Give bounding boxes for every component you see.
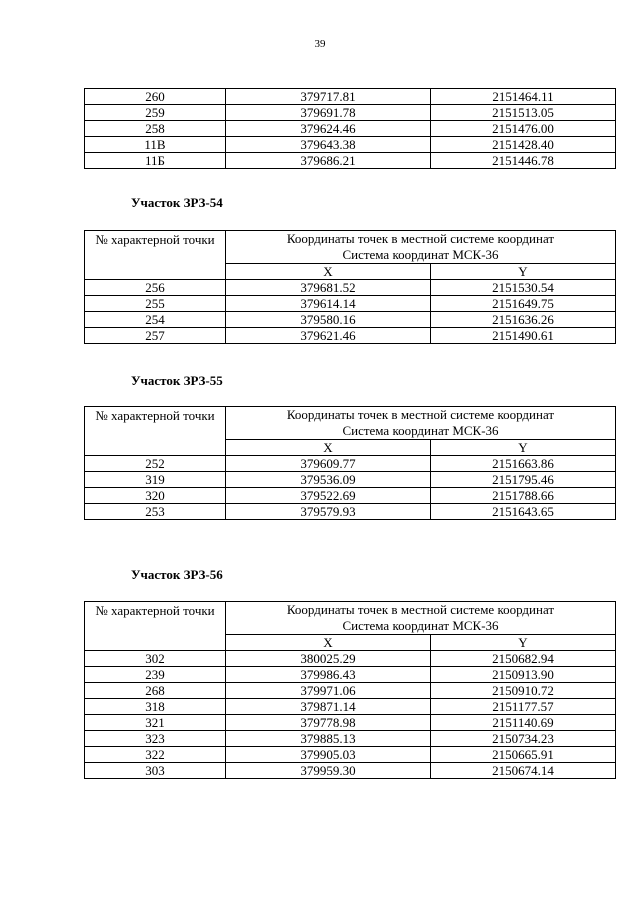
section-title-zrz-55: Участок ЗРЗ-55	[131, 373, 223, 388]
y-coordinate-cell: 2151663.86	[431, 456, 616, 472]
coordinates-table-zrz-54	[84, 230, 616, 344]
table-row	[85, 763, 616, 779]
y-header: Y	[431, 635, 616, 651]
x-header: X	[226, 635, 431, 651]
point-number-header: № характерной точки	[85, 602, 226, 651]
point-number-cell: 258	[85, 121, 226, 137]
y-coordinate-cell: 2150674.14	[431, 763, 616, 779]
coordinates-header: Координаты точек в местной системе координат Система координат МСК-36	[226, 231, 616, 264]
y-coordinate-cell: 2151464.11	[431, 89, 616, 105]
y-coordinate-cell: 2151476.00	[431, 121, 616, 137]
point-number-cell: 260	[85, 89, 226, 105]
x-coordinate-cell: 379717.81	[226, 89, 431, 105]
y-coordinate-cell: 2151643.65	[431, 504, 616, 520]
x-header: X	[226, 264, 431, 280]
y-coordinate-cell: 2150682.94	[431, 651, 616, 667]
point-number-cell: 11Б	[85, 153, 226, 169]
section-title-zrz-54: Участок ЗРЗ-54	[131, 195, 223, 210]
x-coordinate-cell: 379609.77	[226, 456, 431, 472]
x-coordinate-cell: 379959.30	[226, 763, 431, 779]
table-row	[85, 280, 616, 296]
page-number: 39	[314, 38, 326, 50]
point-number-cell: 252	[85, 456, 226, 472]
point-number-cell: 239	[85, 667, 226, 683]
point-number-cell: 319	[85, 472, 226, 488]
table-row	[85, 683, 616, 699]
table-row	[85, 456, 616, 472]
table-row	[85, 105, 616, 121]
x-coordinate-cell: 379621.46	[226, 328, 431, 344]
x-coordinate-cell: 379580.16	[226, 312, 431, 328]
point-number-cell: 257	[85, 328, 226, 344]
y-coordinate-cell: 2151140.69	[431, 715, 616, 731]
x-coordinate-cell: 379681.52	[226, 280, 431, 296]
y-coordinate-cell: 2151788.66	[431, 488, 616, 504]
table-body	[85, 456, 616, 520]
table-row	[85, 747, 616, 763]
y-coordinate-cell: 2150913.90	[431, 667, 616, 683]
point-number-cell: 256	[85, 280, 226, 296]
y-coordinate-cell: 2151428.40	[431, 137, 616, 153]
x-coordinate-cell: 379624.46	[226, 121, 431, 137]
point-number-cell: 302	[85, 651, 226, 667]
x-coordinate-cell: 380025.29	[226, 651, 431, 667]
x-coordinate-cell: 379971.06	[226, 683, 431, 699]
point-number-cell: 254	[85, 312, 226, 328]
x-coordinate-cell: 379871.14	[226, 699, 431, 715]
table-row	[85, 472, 616, 488]
x-coordinate-cell: 379643.38	[226, 137, 431, 153]
y-coordinate-cell: 2151446.78	[431, 153, 616, 169]
y-coordinate-cell: 2150910.72	[431, 683, 616, 699]
x-coordinate-cell: 379885.13	[226, 731, 431, 747]
x-coordinate-cell: 379686.21	[226, 153, 431, 169]
table-body	[85, 651, 616, 779]
x-coordinate-cell: 379522.69	[226, 488, 431, 504]
table-body	[85, 89, 616, 169]
x-coordinate-cell: 379986.43	[226, 667, 431, 683]
table-row	[85, 153, 616, 169]
y-coordinate-cell: 2151513.05	[431, 105, 616, 121]
table-row	[85, 667, 616, 683]
table-row	[85, 715, 616, 731]
x-coordinate-cell: 379536.09	[226, 472, 431, 488]
x-coordinate-cell: 379905.03	[226, 747, 431, 763]
table-row	[85, 504, 616, 520]
coordinates-table-zrz-55	[84, 406, 616, 520]
table-row	[85, 699, 616, 715]
table-row	[85, 731, 616, 747]
coordinates-header: Координаты точек в местной системе координат Система координат МСК-36	[226, 407, 616, 440]
coordinates-header: Координаты точек в местной системе координат Система координат МСК-36	[226, 602, 616, 635]
y-header: Y	[431, 264, 616, 280]
y-coordinate-cell: 2151795.46	[431, 472, 616, 488]
table-body	[85, 280, 616, 344]
section-title-zrz-56: Участок ЗРЗ-56	[131, 567, 223, 582]
table-row	[85, 89, 616, 105]
y-header: Y	[431, 440, 616, 456]
point-number-cell: 321	[85, 715, 226, 731]
y-coordinate-cell: 2150665.91	[431, 747, 616, 763]
table-row	[85, 328, 616, 344]
point-number-cell: 268	[85, 683, 226, 699]
y-coordinate-cell: 2150734.23	[431, 731, 616, 747]
table-row	[85, 651, 616, 667]
point-number-cell: 323	[85, 731, 226, 747]
x-coordinate-cell: 379614.14	[226, 296, 431, 312]
point-number-cell: 253	[85, 504, 226, 520]
x-header: X	[226, 440, 431, 456]
table-row	[85, 312, 616, 328]
point-number-cell: 322	[85, 747, 226, 763]
x-coordinate-cell: 379778.98	[226, 715, 431, 731]
x-coordinate-cell: 379579.93	[226, 504, 431, 520]
table-row	[85, 137, 616, 153]
x-coordinate-cell: 379691.78	[226, 105, 431, 121]
y-coordinate-cell: 2151530.54	[431, 280, 616, 296]
point-number-cell: 11В	[85, 137, 226, 153]
point-number-cell: 320	[85, 488, 226, 504]
point-number-header: № характерной точки	[85, 407, 226, 456]
point-number-cell: 255	[85, 296, 226, 312]
coordinates-table-continued	[84, 88, 616, 169]
point-number-cell: 318	[85, 699, 226, 715]
coordinates-table-zrz-56	[84, 601, 616, 779]
point-number-header: № характерной точки	[85, 231, 226, 280]
table-row	[85, 296, 616, 312]
y-coordinate-cell: 2151649.75	[431, 296, 616, 312]
table-row	[85, 488, 616, 504]
table-row	[85, 121, 616, 137]
point-number-cell: 303	[85, 763, 226, 779]
y-coordinate-cell: 2151177.57	[431, 699, 616, 715]
y-coordinate-cell: 2151490.61	[431, 328, 616, 344]
point-number-cell: 259	[85, 105, 226, 121]
y-coordinate-cell: 2151636.26	[431, 312, 616, 328]
